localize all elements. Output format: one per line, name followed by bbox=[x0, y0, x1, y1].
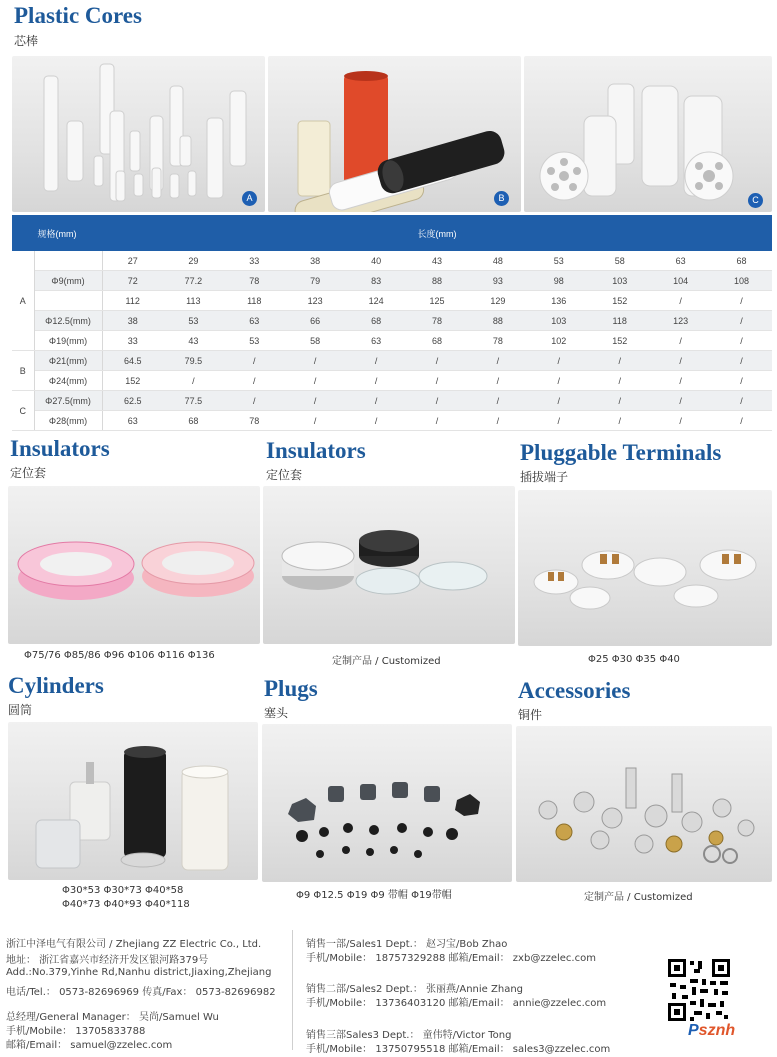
spec-row bbox=[12, 391, 772, 411]
sales3-contact[interactable]: 手机/Mobile： 13750795518 邮箱/Email： sales3@zzelec.com bbox=[306, 1044, 611, 1055]
spec-cell: / bbox=[589, 391, 650, 411]
spec-row bbox=[12, 291, 772, 311]
spec-cell: / bbox=[224, 391, 285, 411]
plastic-cores-photo-a bbox=[12, 56, 265, 212]
plugs-title-cn: 塞头 bbox=[264, 706, 289, 720]
spec-cell: 104 bbox=[650, 271, 711, 291]
spec-cell: 68 bbox=[407, 331, 468, 351]
accessories-title: Accessories bbox=[518, 678, 631, 703]
spec-cell: / bbox=[650, 411, 711, 431]
spec-cell: 152 bbox=[589, 291, 650, 311]
spec-row-label: Φ21(mm) bbox=[34, 351, 102, 371]
spec-cell: 40 bbox=[346, 251, 407, 271]
pluggable-title-cn: 插拔端子 bbox=[520, 470, 569, 484]
spec-cell: 78 bbox=[467, 331, 528, 351]
spec-cell: 38 bbox=[102, 311, 163, 331]
spec-cell: / bbox=[589, 351, 650, 371]
spec-cell: / bbox=[163, 371, 224, 391]
spec-row-label: Φ27.5(mm) bbox=[34, 391, 102, 411]
spec-cell: 112 bbox=[102, 291, 163, 311]
spec-cell: / bbox=[346, 371, 407, 391]
badge-a: A bbox=[242, 191, 257, 206]
spec-cell: 78 bbox=[224, 271, 285, 291]
spec-cell: 33 bbox=[102, 331, 163, 351]
spec-cell: / bbox=[528, 391, 589, 411]
spec-cell: 123 bbox=[650, 311, 711, 331]
spec-cell: / bbox=[407, 391, 468, 411]
spec-row bbox=[12, 411, 772, 431]
spec-cell: / bbox=[224, 371, 285, 391]
insulators-photo-1 bbox=[8, 486, 260, 644]
spec-cell: / bbox=[285, 411, 346, 431]
spec-cell: / bbox=[407, 371, 468, 391]
spec-cell: 68 bbox=[346, 311, 407, 331]
spec-cell: 72 bbox=[102, 271, 163, 291]
spec-cell: / bbox=[407, 351, 468, 371]
spec-cell: 136 bbox=[528, 291, 589, 311]
spec-cell: 88 bbox=[467, 311, 528, 331]
plastic-cores-photo-b bbox=[268, 56, 521, 212]
cylinders-title: Cylinders bbox=[8, 673, 104, 698]
spec-cell: 38 bbox=[285, 251, 346, 271]
spec-cell: / bbox=[589, 371, 650, 391]
spec-cell: 108 bbox=[711, 271, 772, 291]
spec-cell: 79.5 bbox=[163, 351, 224, 371]
spec-cell: 53 bbox=[528, 251, 589, 271]
length-header: 长度(mm) bbox=[102, 215, 772, 251]
spec-cell: / bbox=[528, 411, 589, 431]
insulators-caption-2: 定制产品 / Customized bbox=[332, 656, 441, 667]
spec-cell: 129 bbox=[467, 291, 528, 311]
spec-cell: 83 bbox=[346, 271, 407, 291]
spec-cell: 125 bbox=[407, 291, 468, 311]
spec-row bbox=[12, 351, 772, 371]
tel-fax: 电话/Tel.： 0573-82696969 传真/Fax： 0573-82696982 bbox=[6, 987, 276, 998]
plastic-cores-photo-c bbox=[524, 56, 772, 212]
plastic-cores-title: Plastic Cores bbox=[14, 3, 142, 28]
spec-cell: 77.2 bbox=[163, 271, 224, 291]
spec-cell: 118 bbox=[224, 291, 285, 311]
spec-row-label: Φ19(mm) bbox=[34, 331, 102, 351]
spec-cell: / bbox=[224, 351, 285, 371]
spec-cell: 118 bbox=[589, 311, 650, 331]
sales1-contact[interactable]: 手机/Mobile： 18757329288 邮箱/Email： zxb@zzelec.com bbox=[306, 953, 596, 964]
spec-cell: 68 bbox=[711, 251, 772, 271]
spec-cell: 53 bbox=[224, 331, 285, 351]
spec-cell: 48 bbox=[467, 251, 528, 271]
spec-cell: / bbox=[285, 391, 346, 411]
insulators-title-1: Insulators bbox=[10, 436, 110, 461]
spec-cell: 58 bbox=[589, 251, 650, 271]
spec-cell: / bbox=[650, 351, 711, 371]
badge-c: C bbox=[748, 193, 763, 208]
spec-row-label: Φ9(mm) bbox=[34, 271, 102, 291]
sales2-name: 销售二部/Sales2 Dept.： 张丽燕/Annie Zhang bbox=[306, 984, 524, 995]
accessories-title-cn: 铜件 bbox=[518, 708, 543, 722]
spec-cell: 93 bbox=[467, 271, 528, 291]
address-en: Add.:No.379,Yinhe Rd,Nanhu district,Jiaxing,Zhejiang bbox=[6, 967, 272, 978]
spec-cell: / bbox=[711, 291, 772, 311]
spec-cell: 63 bbox=[102, 411, 163, 431]
spec-cell: 27 bbox=[102, 251, 163, 271]
insulators-title-cn-2: 定位套 bbox=[266, 468, 303, 482]
spec-row-label: Φ24(mm) bbox=[34, 371, 102, 391]
spec-row bbox=[12, 311, 772, 331]
spec-cell: / bbox=[650, 371, 711, 391]
spec-cell: 53 bbox=[163, 311, 224, 331]
spec-cell: / bbox=[346, 351, 407, 371]
spec-cell: 58 bbox=[285, 331, 346, 351]
spec-row bbox=[12, 251, 772, 271]
spec-cell: / bbox=[650, 391, 711, 411]
spec-row bbox=[12, 371, 772, 391]
sales2-contact[interactable]: 手机/Mobile： 13736403120 邮箱/Email： annie@zzelec.com bbox=[306, 998, 607, 1009]
spec-cell: 64.5 bbox=[102, 351, 163, 371]
cylinders-photo bbox=[8, 722, 258, 880]
spec-cell: / bbox=[528, 371, 589, 391]
company-name: 浙江中泽电气有限公司 / Zhejiang ZZ Electric Co., Ltd. bbox=[6, 939, 262, 950]
spec-cell: / bbox=[467, 371, 528, 391]
qr-code-icon[interactable] bbox=[666, 957, 732, 1023]
spec-cell: 152 bbox=[589, 331, 650, 351]
address-cn: 地址： 浙江省嘉兴市经济开发区银河路379号 bbox=[6, 955, 209, 966]
spec-cell: 43 bbox=[163, 331, 224, 351]
spec-cell: / bbox=[285, 371, 346, 391]
spec-cell: / bbox=[467, 351, 528, 371]
spec-group-label: A bbox=[12, 251, 34, 351]
spec-cell: 79 bbox=[285, 271, 346, 291]
spec-cell: 63 bbox=[346, 331, 407, 351]
spec-cell: / bbox=[711, 371, 772, 391]
spec-cell: 102 bbox=[528, 331, 589, 351]
spec-cell: 29 bbox=[163, 251, 224, 271]
spec-cell: 66 bbox=[285, 311, 346, 331]
spec-row bbox=[12, 271, 772, 291]
pluggable-title: Pluggable Terminals bbox=[520, 440, 722, 465]
spec-cell: 152 bbox=[102, 371, 163, 391]
insulators-caption-1: Φ75/76 Φ85/86 Φ96 Φ106 Φ116 Φ136 bbox=[24, 650, 215, 661]
spec-cell: 123 bbox=[285, 291, 346, 311]
spec-cell: / bbox=[711, 311, 772, 331]
insulators-title-cn-1: 定位套 bbox=[10, 466, 47, 480]
accessories-caption: 定制产品 / Customized bbox=[584, 892, 693, 903]
spec-cell: 113 bbox=[163, 291, 224, 311]
gm-email[interactable]: 邮箱/Email： samuel@zzelec.com bbox=[6, 1040, 173, 1051]
cylinders-caption-2: Φ40*73 Φ40*93 Φ40*118 bbox=[62, 899, 190, 910]
general-manager: 总经理/General Manager： 吴尚/Samuel Wu bbox=[6, 1012, 219, 1023]
spec-cell: 98 bbox=[528, 271, 589, 291]
spec-cell: / bbox=[650, 331, 711, 351]
spec-cell: / bbox=[346, 391, 407, 411]
accessories-photo bbox=[516, 726, 772, 882]
badge-b: B bbox=[494, 191, 509, 206]
spec-cell: 33 bbox=[224, 251, 285, 271]
spec-cell: / bbox=[711, 331, 772, 351]
sales1-name: 销售一部/Sales1 Dept.： 赵习宝/Bob Zhao bbox=[306, 939, 508, 950]
spec-cell: / bbox=[711, 351, 772, 371]
spec-group-label: B bbox=[12, 351, 34, 391]
pluggable-photo bbox=[518, 490, 772, 646]
spec-cell: / bbox=[407, 411, 468, 431]
cylinders-caption-1: Φ30*53 Φ30*73 Φ40*58 bbox=[62, 885, 184, 896]
plugs-photo bbox=[262, 724, 512, 882]
spec-row-label bbox=[34, 251, 102, 271]
plugs-title: Plugs bbox=[264, 676, 318, 701]
gm-mobile: 手机/Mobile： 13705833788 bbox=[6, 1026, 146, 1037]
spec-cell: 77.5 bbox=[163, 391, 224, 411]
spec-cell: 68 bbox=[163, 411, 224, 431]
spec-cell: 62.5 bbox=[102, 391, 163, 411]
spec-cell: 103 bbox=[528, 311, 589, 331]
spec-cell: / bbox=[711, 411, 772, 431]
spec-cell: 78 bbox=[407, 311, 468, 331]
spec-cell: 78 bbox=[224, 411, 285, 431]
spec-cell: / bbox=[528, 351, 589, 371]
insulators-title-2: Insulators bbox=[266, 438, 366, 463]
spec-cell: / bbox=[711, 391, 772, 411]
spec-cell: / bbox=[589, 411, 650, 431]
spec-table bbox=[12, 215, 772, 431]
spec-row-label bbox=[34, 291, 102, 311]
footer-divider bbox=[292, 930, 293, 1050]
spec-cell: / bbox=[467, 411, 528, 431]
spec-cell: 43 bbox=[407, 251, 468, 271]
plastic-cores-title-cn: 芯棒 bbox=[14, 34, 39, 48]
spec-cell: / bbox=[467, 391, 528, 411]
insulators-photo-2 bbox=[263, 486, 515, 644]
spec-row-label: Φ12.5(mm) bbox=[34, 311, 102, 331]
spec-cell: 103 bbox=[589, 271, 650, 291]
spec-cell: 63 bbox=[224, 311, 285, 331]
spec-cell: / bbox=[650, 291, 711, 311]
spec-cell: 63 bbox=[650, 251, 711, 271]
spec-row bbox=[12, 331, 772, 351]
pluggable-caption: Φ25 Φ30 Φ35 Φ40 bbox=[588, 654, 680, 665]
spec-cell: / bbox=[346, 411, 407, 431]
company-logo: Psznh bbox=[688, 1022, 736, 1039]
cylinders-title-cn: 圆筒 bbox=[8, 703, 33, 717]
plugs-caption: Φ9 Φ12.5 Φ19 Φ9 带帽 Φ19带帽 bbox=[296, 890, 452, 901]
spec-header: 规格(mm) bbox=[12, 215, 102, 251]
spec-row-label: Φ28(mm) bbox=[34, 411, 102, 431]
spec-cell: 88 bbox=[407, 271, 468, 291]
spec-cell: 124 bbox=[346, 291, 407, 311]
sales3-name: 销售三部Sales3 Dept.： 童伟特/Victor Tong bbox=[306, 1030, 512, 1041]
spec-cell: / bbox=[285, 351, 346, 371]
spec-group-label: C bbox=[12, 391, 34, 431]
